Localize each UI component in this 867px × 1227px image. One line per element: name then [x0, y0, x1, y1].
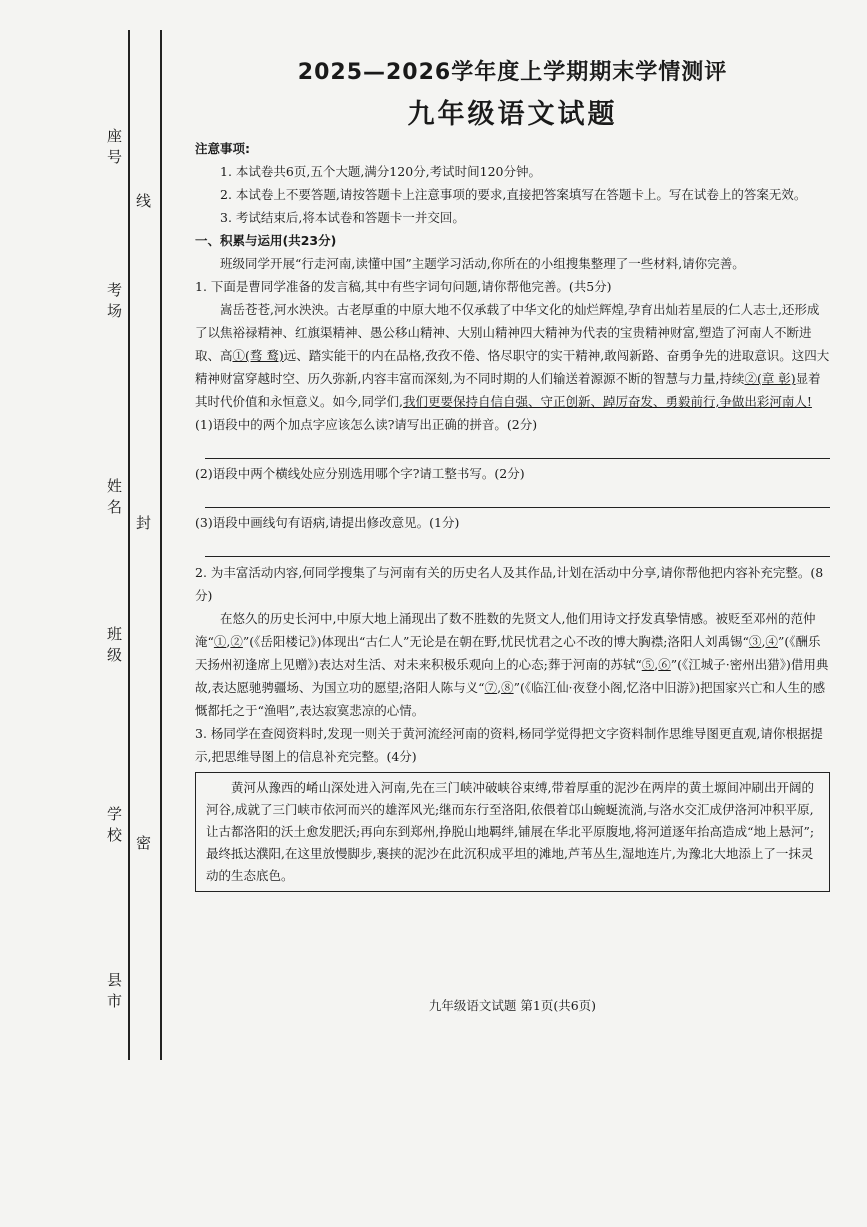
- seal-line-mark: 线: [136, 192, 152, 210]
- binding-margin: [0, 0, 180, 1060]
- exam-page: [195, 55, 830, 892]
- question-3-stem: 3. 杨同学在查阅资料时,发现一则关于黄河流经河南的资料,杨同学觉得把文字资料制作思维导图更直观,请你根据提示,把思维导图上的信息补充完整。(4分): [195, 726, 823, 764]
- question-1-sub-2: (2)语段中两个横线处应分别选用哪个字?请工整书写。(2分): [195, 466, 525, 481]
- note-item-1: 1. 本试卷共6页,五个大题,满分120分,考试时间120分钟。: [220, 164, 541, 179]
- seal-secret-mark: 密: [136, 834, 152, 852]
- question-1-sub-3: (3)语段中画线句有语病,请提出修改意见。(1分): [195, 515, 460, 530]
- note-item-2: 2. 本试卷上不要答题,请按答题卡上注意事项的要求,直接把答案填写在答题卡上。写在试卷上的答案无效。: [220, 187, 807, 202]
- answer-line: [205, 436, 830, 459]
- section-intro: 班级同学开展“行走河南,读懂中国”主题学习活动,你所在的小组搜集整理了一些材料,请你完善。: [220, 256, 745, 271]
- binding-line-1: [128, 30, 130, 1060]
- question-2-passage: 在悠久的历史长河中,中原大地上涌现出了数不胜数的先贤文人,他们用诗文抒发真挚情感。被贬至邓州的范仲淹“①,②”(《岳阳楼记》)体现出“古仁人”无论是在朝在野,忧民忧君之心不改的博大胸襟;洛阳人刘禹锡“③,④”(《酬乐天扬州初逢席上见赠》)表达对生活、对未来积极乐观向上的心态;葬于河南的苏轼“⑤,⑥”(《江城子·密州出猎》)借用典故,表达愿驰骋疆场、为国立功的愿望;洛阳人陈与义“⑦,⑧”(《临江仙·夜登小阁,忆洛中旧游》)把国家兴亡和人生的感慨都托之于“渔唱”,表达寂寞悲凉的心情。: [195, 611, 829, 718]
- answer-line: [205, 485, 830, 508]
- notes-heading: 注意事项:: [195, 141, 250, 156]
- blank-circle-7: ⑦: [484, 680, 498, 695]
- label-county: 县市: [105, 972, 123, 1014]
- exam-title: 2025—2026学年度上学期期末学情测评: [297, 60, 728, 85]
- blank-circle-5: ⑤: [641, 657, 655, 672]
- blank-circle-1: ①: [213, 634, 227, 649]
- note-item-3: 3. 考试结束后,将本试卷和答题卡一并交回。: [220, 210, 465, 225]
- label-school: 学校: [105, 806, 123, 848]
- blank-2: ②(章 彰): [744, 371, 796, 386]
- seal-seal-mark: 封: [136, 514, 152, 532]
- label-class: 班级: [105, 626, 123, 668]
- blank-circle-8: ⑧: [501, 680, 514, 695]
- yellow-river-text: 黄河从豫西的崤山深处进入河南,先在三门峡冲破峡谷束缚,带着厚重的泥沙在两岸的黄土塬间冲刷出开阔的河谷,成就了三门峡市依河而兴的雄浑风光;继而东行至洛阳,依偎着邙山蜿蜒流淌,与洛水交汇成伊洛河冲积平原,让古都洛阳的沃土愈发肥沃;再向东到郑州,挣脱山地羁绊,铺展在华北平原腹地,将河道逐年抬高造成“地上悬河”;最终抵达濮阳,在这里放慢脚步,裹挟的泥沙在此沉积成平坦的滩地,芦苇丛生,湿地连片,为豫北大地添上了一抹灵动的生态底色。: [206, 780, 815, 883]
- blank-circle-2: ②: [230, 634, 243, 649]
- blank-circle-6: ⑥: [658, 657, 671, 672]
- binding-line-2: [160, 30, 162, 1060]
- question-2-stem: 2. 为丰富活动内容,何同学搜集了与河南有关的历史名人及其作品,计划在活动中分享,请你帮他把内容补充完整。(8分): [195, 565, 824, 603]
- faulty-sentence: 我们更要保持自信自强、守正创新、踔厉奋发、勇毅前行,争做出彩河南人!: [402, 394, 812, 409]
- blank-circle-4: ④: [765, 634, 778, 649]
- blank-1: ①(骛 鹜): [232, 348, 284, 363]
- exam-subtitle: 九年级语文试题: [407, 99, 618, 130]
- section-heading: 一、积累与运用(共23分): [195, 233, 337, 248]
- page-footer: 九年级语文试题 第1页(共6页): [428, 998, 597, 1013]
- blank-circle-3: ③: [748, 634, 762, 649]
- label-name: 姓名: [105, 478, 123, 520]
- question-1-stem: 1. 下面是曹同学准备的发言稿,其中有些字词句问题,请你帮他完善。(共5分): [195, 279, 612, 294]
- question-1-sub-1: (1)语段中的两个加点字应该怎么读?请写出正确的拼音。(2分): [195, 417, 538, 432]
- question-1-passage: 嵩岳苍苍,河水泱泱。古老厚重的中原大地不仅承载了中华文化的灿烂辉煌,孕育出灿若星辰的仁人志士,还形成了以焦裕禄精神、红旗渠精神、愚公移山精神、大别山精神四大精神为代表的宝贵精神财富,塑造了河南人不断进取、高①(骛 鹜)远、踏实能干的内在品格,孜孜不倦、恪尽职守的实干精神,敢闯新路、奋勇争先的进取意识。这四大精神财富穿越时空、历久弥新,内容丰富而深刻,为不同时期的人们输送着源源不断的智慧与力量,持续②(章 彰)显着其时代价值和永恒意义。如今,同学们,我们更要保持自信自强、守正创新、踔厉奋发、勇毅前行,争做出彩河南人!: [195, 302, 830, 409]
- answer-line: [205, 534, 830, 557]
- label-seat-number: 座号: [105, 128, 123, 170]
- label-exam-room: 考场: [105, 282, 123, 324]
- yellow-river-material-box: [195, 772, 830, 892]
